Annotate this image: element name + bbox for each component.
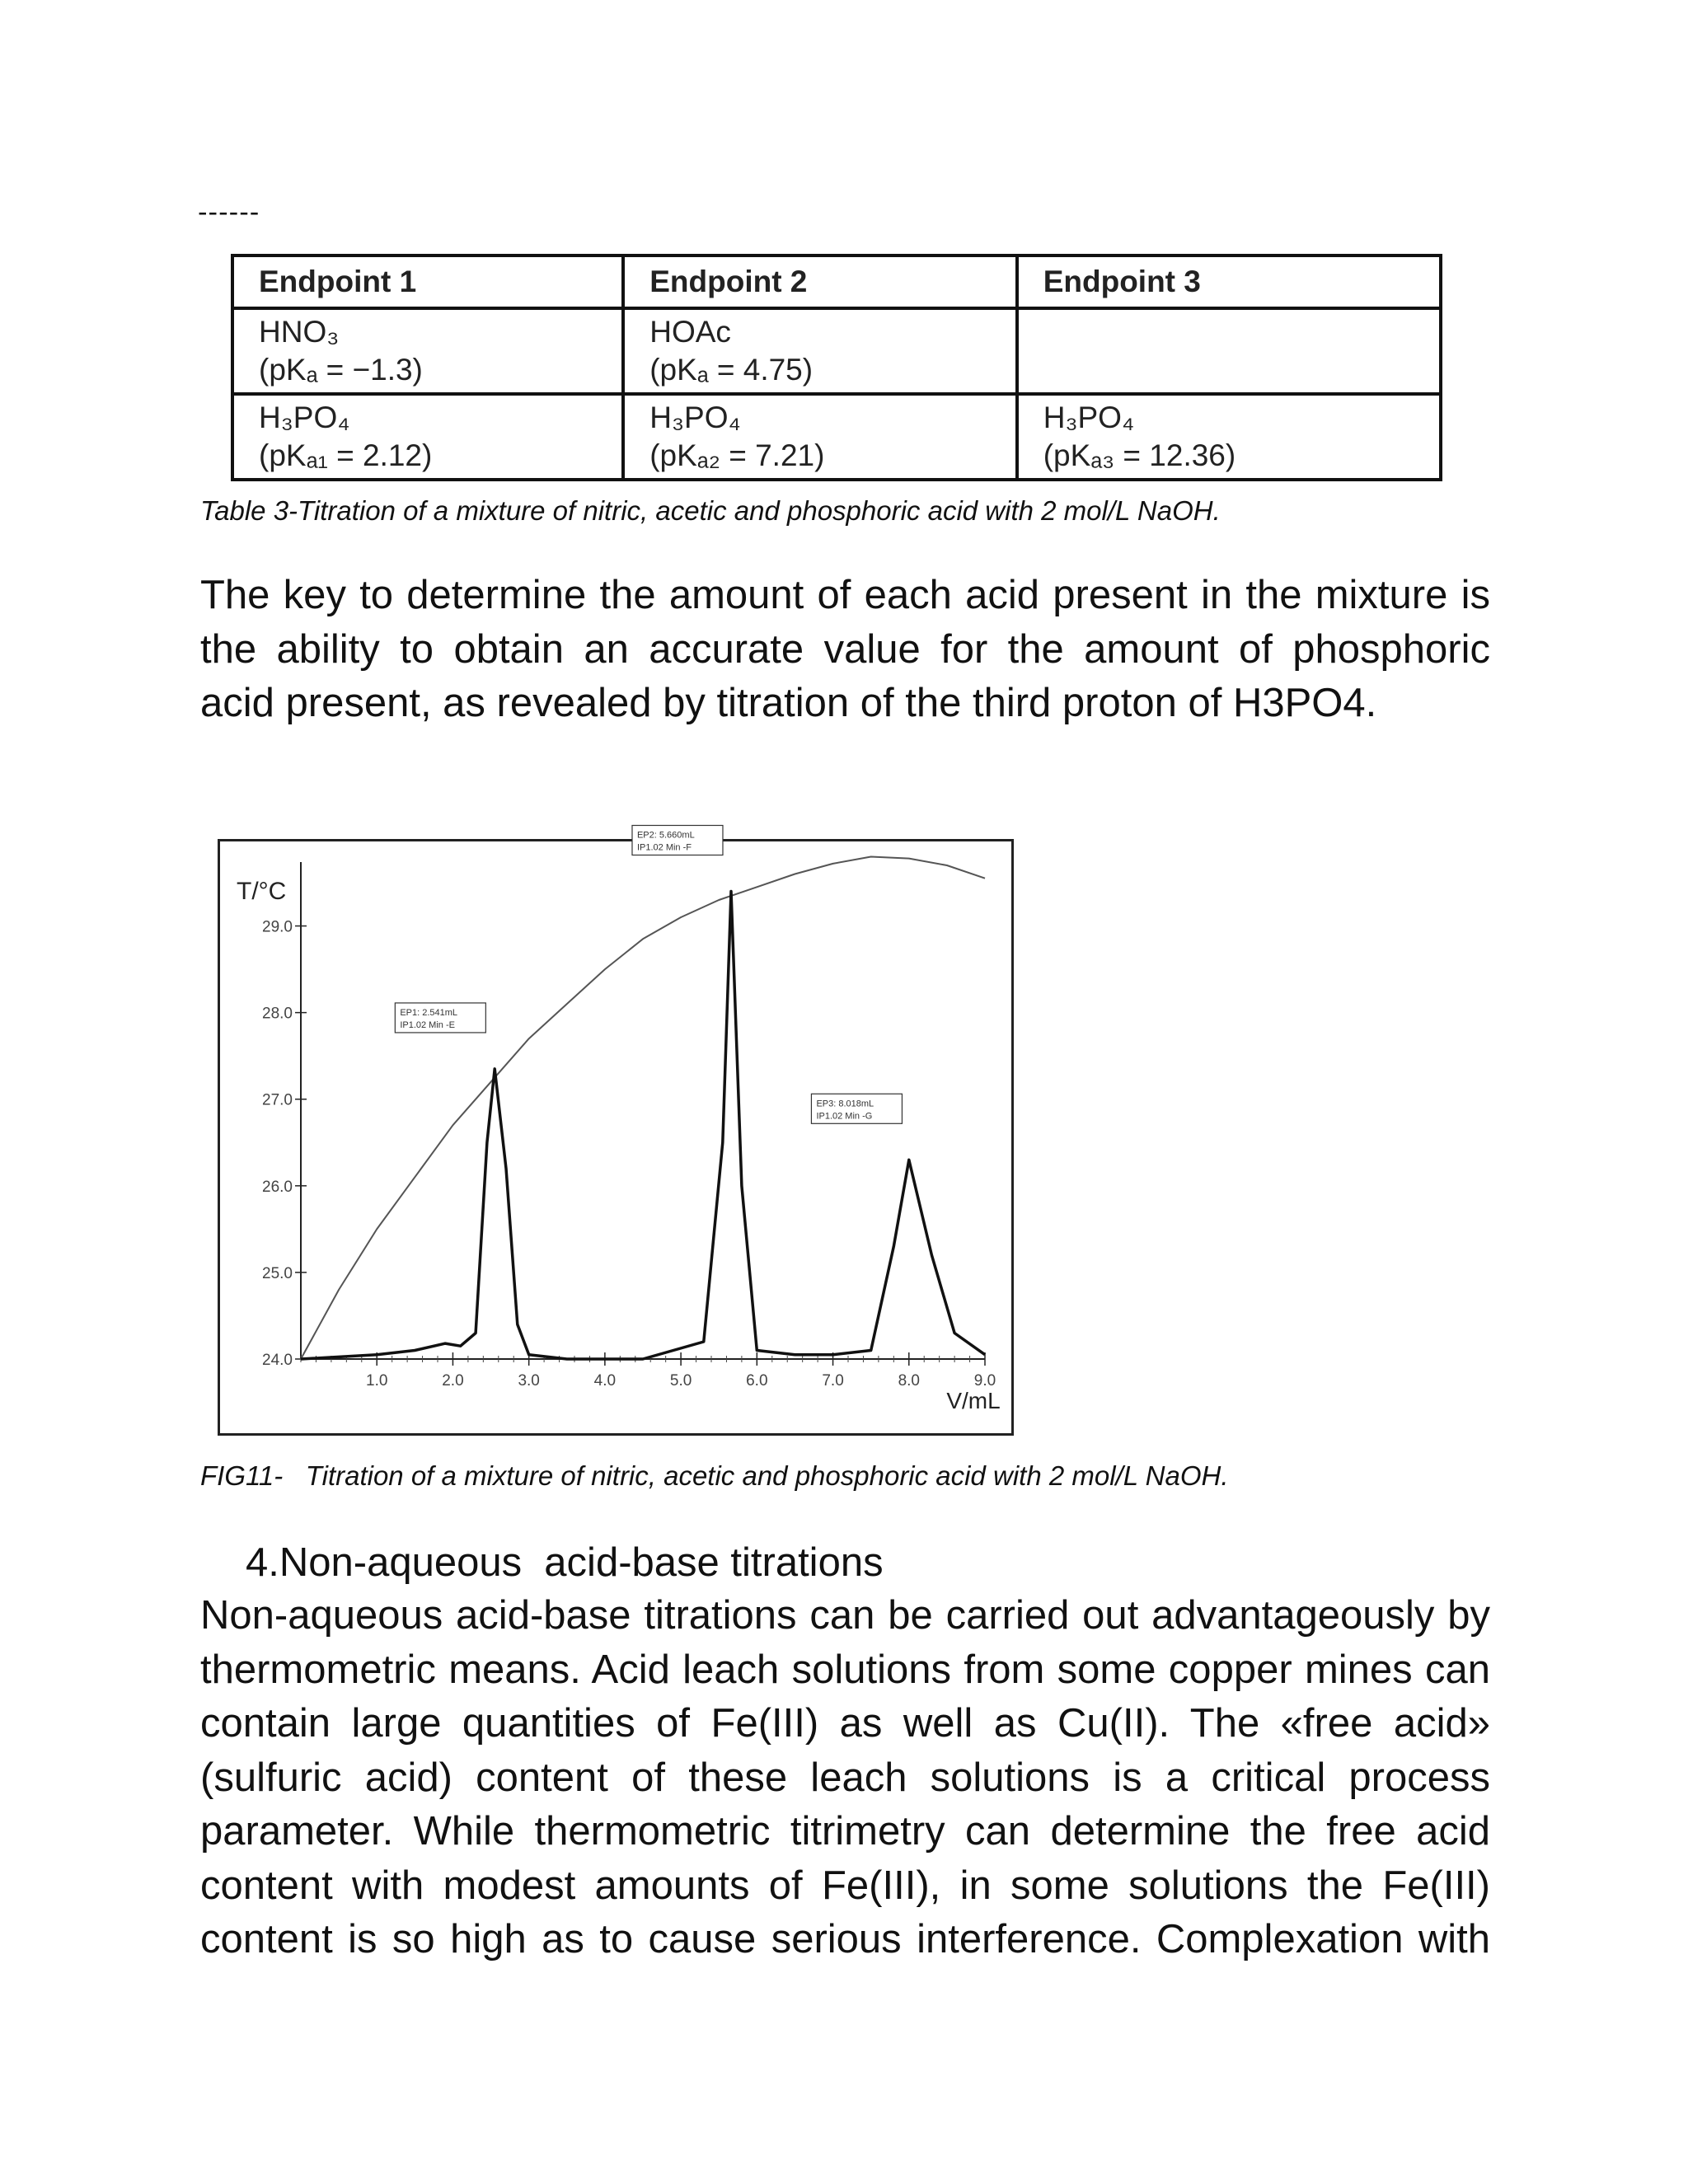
acid-pka: (pKₐ₃ = 12.36) — [1043, 438, 1236, 472]
x-tick-label: 2.0 — [442, 1372, 464, 1390]
paragraph-line: (sulfuric acid) content of these leach solutions is a critical process — [200, 1755, 1490, 1800]
acid-pka: (pKₐ = 4.75) — [649, 353, 814, 387]
endpoint-sublabel: IP1.02 Min -F — [636, 842, 692, 853]
y-tick-label: 29.0 — [262, 918, 293, 936]
table-row — [232, 308, 1441, 394]
endpoint-label: EP2: 5.660mL — [636, 830, 695, 841]
figure-caption: FIG11- Titration of a mixture of nitric, acetic and phosphoric acid with 2 mol/L NaOH. — [200, 1460, 1229, 1491]
paragraph-line: parameter. While thermometric titrimetry can determine the free acid — [200, 1809, 1490, 1854]
endpoint-label: EP3: 8.018mL — [816, 1099, 874, 1109]
x-tick-label: 4.0 — [593, 1372, 617, 1390]
table-cell — [1017, 394, 1441, 480]
x-tick-label: 5.0 — [669, 1372, 692, 1390]
x-tick-label: 7.0 — [822, 1372, 844, 1390]
x-tick-label: 3.0 — [518, 1372, 540, 1390]
paragraph-line: the ability to obtain an accurate value for the amount of phosphoric — [200, 626, 1490, 672]
x-tick-label: 1.0 — [366, 1372, 388, 1390]
paragraph-1 — [200, 569, 1490, 731]
endpoint-table — [231, 254, 1442, 481]
table-header-cell: Endpoint 2 — [623, 255, 1016, 308]
acid-pka: (pKₐ₂ = 7.21) — [649, 438, 825, 472]
table-cell — [232, 394, 623, 480]
y-tick-label: 25.0 — [262, 1264, 293, 1282]
y-tick-label: 28.0 — [262, 1005, 293, 1023]
y-tick-label: 27.0 — [262, 1091, 293, 1109]
table-cell — [1017, 308, 1441, 394]
acid-formula: HNO₃ — [259, 315, 340, 349]
table-caption: Table 3-Titration of a mixture of nitric, acetic and phosphoric acid with 2 mol/L NaOH. — [200, 495, 1221, 526]
table-cell — [623, 394, 1016, 480]
acid-formula: H₃PO₄ — [259, 401, 350, 434]
y-tick-label: 26.0 — [262, 1178, 293, 1196]
titration-figure — [218, 830, 1014, 1436]
separator-dashes: ------ — [198, 196, 260, 227]
paragraph-line: contain large quantities of Fe(III) as well as Cu(II). The «free acid» — [200, 1701, 1490, 1746]
x-tick-label: 6.0 — [746, 1372, 768, 1390]
table-header-cell: Endpoint 1 — [232, 255, 623, 308]
endpoint-sublabel: IP1.02 Min -E — [400, 1019, 455, 1030]
series-line-derivative — [301, 892, 985, 1360]
acid-pka: (pKₐ₁ = 2.12) — [259, 438, 433, 472]
x-tick-label: 8.0 — [898, 1372, 920, 1390]
paragraph-line: Non-aqueous acid-base titrations can be carried out advantageously by — [200, 1593, 1490, 1638]
table-cell — [232, 308, 623, 394]
endpoint-label: EP1: 2.541mL — [400, 1007, 458, 1018]
paragraph-2 — [200, 1589, 1490, 1967]
acid-formula: HOAc — [649, 315, 731, 349]
x-tick-label: 9.0 — [973, 1372, 996, 1390]
table-cell — [623, 308, 1016, 394]
table-header-row — [232, 255, 1441, 308]
x-axis-label: V/mL — [946, 1388, 1001, 1413]
acid-pka: (pKₐ = −1.3) — [259, 353, 423, 387]
paragraph-line: content with modest amounts of Fe(III), in some solutions the Fe(III) — [200, 1863, 1490, 1908]
acid-formula: H₃PO₄ — [1043, 401, 1135, 434]
acid-formula: H₃PO₄ — [649, 401, 741, 434]
section-heading: 4.Non-aqueous acid-base titrations — [246, 1540, 884, 1585]
paragraph-line: content is so high as to cause serious interference. Complexation with — [200, 1917, 1490, 1961]
y-axis-label: T/°C — [237, 878, 287, 905]
paragraph-line: acid present, as revealed by titration of the third proton of H3PO4. — [200, 681, 1377, 725]
endpoint-sublabel: IP1.02 Min -G — [816, 1111, 873, 1122]
table-row — [232, 394, 1441, 480]
table-header-cell: Endpoint 3 — [1017, 255, 1441, 308]
titration-chart — [220, 830, 1011, 1433]
y-tick-label: 24.0 — [262, 1352, 293, 1369]
paragraph-line: thermometric means. Acid leach solutions from some copper mines can — [200, 1647, 1490, 1692]
paragraph-line: The key to determine the amount of each acid present in the mixture is — [200, 573, 1490, 617]
